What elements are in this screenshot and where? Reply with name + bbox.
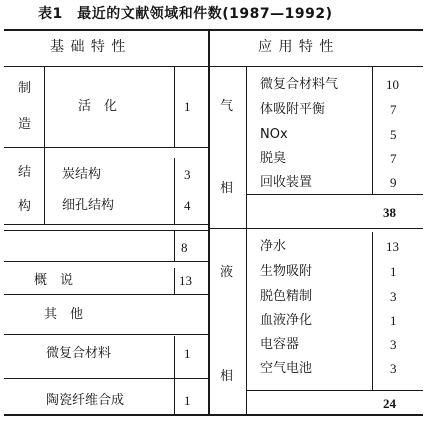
table-bottom-rule — [4, 414, 423, 416]
count-overview: 13 — [179, 273, 192, 288]
right-count-divider-gas — [372, 66, 373, 194]
count-pore-structure: 4 — [184, 198, 191, 213]
gas-item-3: NOx — [260, 127, 288, 142]
label-liquid-char-2: 相 — [220, 369, 234, 384]
item-activation: 活 化 — [78, 99, 118, 114]
header-basic-properties: 基 础 特 性 — [50, 39, 127, 55]
left-label-divider — [44, 66, 45, 224]
right-count-divider-liquid — [372, 232, 373, 390]
count-activation: 1 — [184, 99, 191, 114]
table-title: 表1 最近的文献领域和件数(1987—1992) — [38, 6, 333, 22]
label-jiegou-char-2: 构 — [18, 199, 32, 214]
liquid-item-4: 血液净化 — [260, 313, 313, 328]
liquid-count-4: 1 — [390, 313, 397, 328]
liquid-item-6: 空气电池 — [260, 361, 313, 376]
gas-item-5: 回收装置 — [260, 175, 313, 190]
liquid-count-1: 13 — [386, 239, 399, 254]
liquid-count-5: 3 — [390, 337, 397, 352]
item-pore-structure: 细孔结构 — [62, 198, 115, 213]
center-divider — [208, 29, 210, 414]
liquid-item-1: 净水 — [260, 239, 287, 254]
gas-item-4: 脱臭 — [260, 151, 287, 166]
left-rule-after-qita — [4, 334, 208, 335]
count-unlabeled-row: 8 — [181, 240, 188, 255]
gas-count-2: 7 — [390, 102, 397, 117]
left-count-divider-bottom — [174, 336, 175, 414]
gas-item-1: 微复合材料气 — [260, 77, 339, 92]
left-count-divider-gaishuo — [174, 268, 175, 294]
label-other: 其 他 — [44, 307, 84, 322]
left-rule-after-zhizao — [4, 147, 208, 148]
item-ceramic-fiber: 陶瓷纤维合成 — [46, 393, 125, 408]
count-ceramic-fiber: 1 — [184, 393, 191, 408]
gas-count-4: 7 — [390, 151, 397, 166]
count-microcomposite: 1 — [184, 346, 191, 361]
label-overview: 概 说 — [34, 273, 74, 288]
gas-item-2: 体吸附平衡 — [260, 102, 326, 117]
count-carbon-structure: 3 — [184, 167, 191, 182]
label-zhizao-char-1: 制 — [18, 81, 32, 96]
liquid-total-rule — [246, 390, 423, 391]
left-count-divider-blank — [174, 230, 175, 261]
left-count-divider-zhizao — [174, 66, 175, 147]
gas-count-1: 10 — [386, 77, 399, 92]
label-zhizao-char-2: 造 — [18, 117, 32, 132]
gas-count-3: 5 — [390, 127, 397, 142]
header-application-properties: 应 用 特 性 — [258, 39, 335, 55]
gas-total-rule — [246, 194, 423, 195]
liquid-count-2: 1 — [390, 264, 397, 279]
left-rule-after-gaishuo — [4, 294, 208, 295]
liquid-item-2: 生物吸附 — [260, 264, 313, 279]
item-carbon-structure: 炭结构 — [62, 167, 102, 182]
gas-total: 38 — [383, 205, 396, 220]
right-label-divider — [246, 66, 247, 414]
gas-count-5: 9 — [390, 175, 397, 190]
left-rule-after-blank — [4, 261, 208, 262]
item-microcomposite: 微复合材料 — [46, 346, 112, 361]
left-count-divider-jiegou — [174, 158, 175, 224]
liquid-count-6: 3 — [390, 361, 397, 376]
header-bottom-rule — [4, 66, 423, 67]
gas-liquid-rule — [208, 228, 423, 229]
label-gas-char-2: 相 — [220, 181, 234, 196]
label-jiegou-char-1: 结 — [18, 165, 32, 180]
label-gas-char-1: 气 — [220, 99, 234, 114]
liquid-item-5: 电容器 — [260, 337, 300, 352]
left-rule-after-microcomposite — [4, 378, 208, 379]
liquid-count-3: 3 — [390, 289, 397, 304]
label-liquid-char-1: 液 — [220, 265, 234, 280]
left-double-rule — [4, 230, 208, 231]
liquid-item-3: 脱色精制 — [260, 289, 313, 304]
table-top-rule — [4, 29, 423, 31]
left-rule-after-jiegou — [4, 224, 208, 225]
liquid-total: 24 — [383, 396, 396, 411]
